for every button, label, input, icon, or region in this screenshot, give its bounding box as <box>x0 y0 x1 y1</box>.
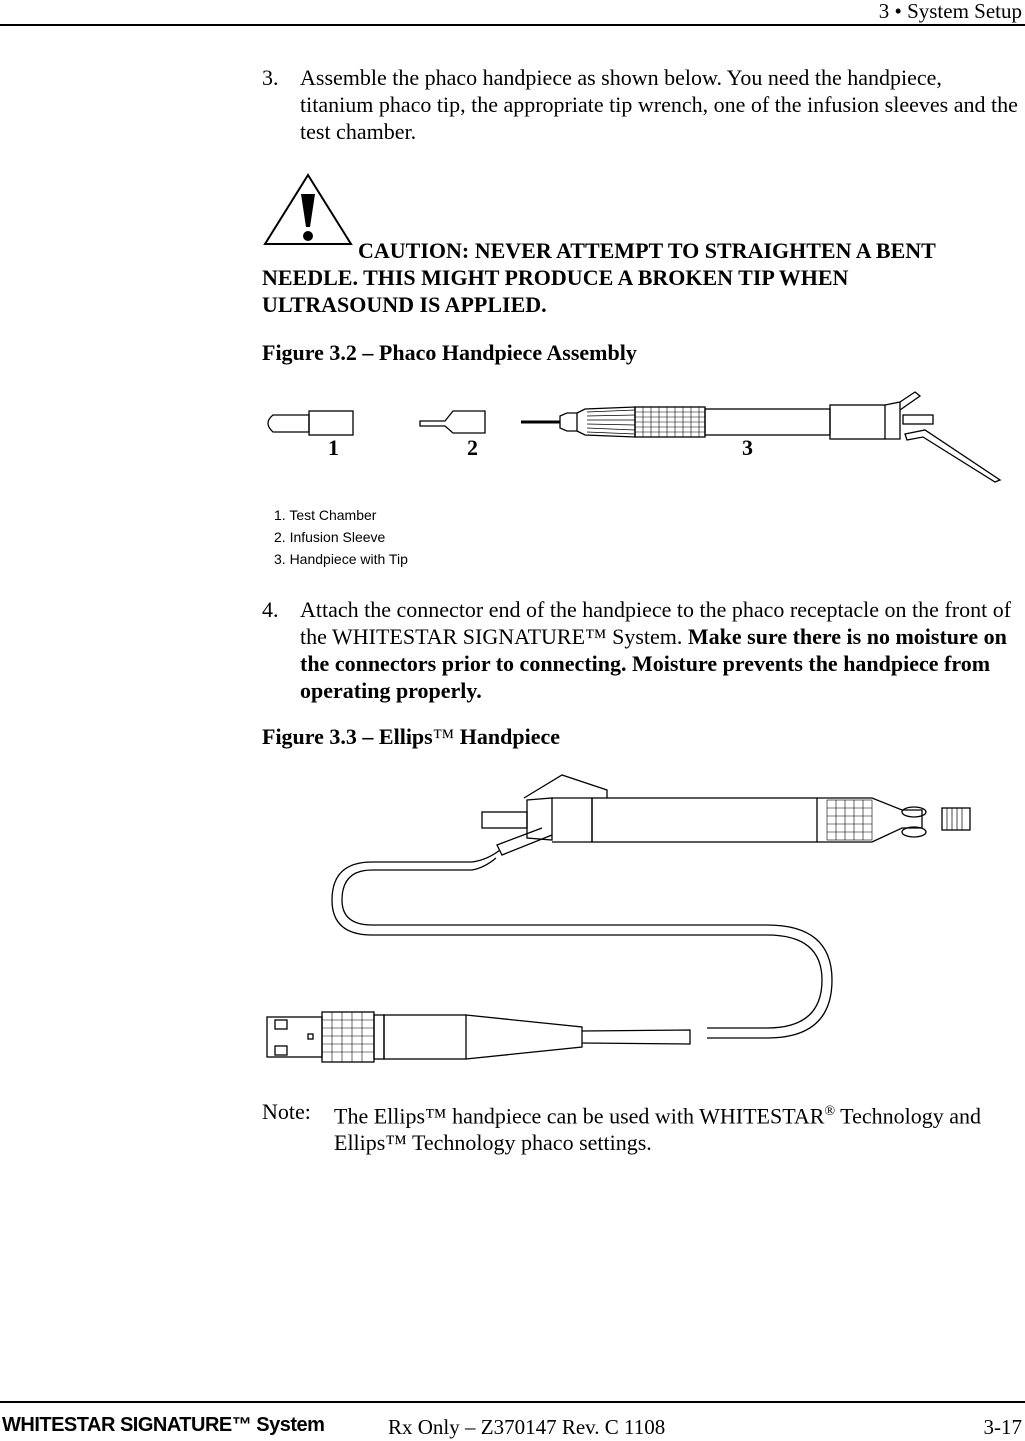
ellips-knurled-grip <box>827 800 872 840</box>
step-4-number: 4. <box>262 597 279 622</box>
step-4-text-plain: Attach the connector end of the handpiece to the phaco receptacle on the front of the WHITESTAR SIGNATURE™ System. <box>300 597 1012 649</box>
footer-document-id: Rx Only – Z370147 Rev. C 1108 <box>388 1415 666 1439</box>
note-text-part-2: Technology and Ellips™ Technology phaco settings. <box>334 1103 981 1156</box>
legend-test-chamber: 1. Test Chamber <box>274 507 377 523</box>
callout-3: 3 <box>742 435 753 460</box>
header-rule <box>0 24 1025 26</box>
knurled-grip-grid <box>635 407 705 437</box>
footer-rule <box>0 1401 1025 1403</box>
ellips-handpiece-illustration <box>262 770 977 1070</box>
legend-handpiece-with-tip: 3. Handpiece with Tip <box>274 551 408 567</box>
ellips-handpiece-body <box>482 775 970 855</box>
step-3-text: Assemble the phaco handpiece as shown below. You need the handpiece, titanium phaco tip, the appropriate tip wrench, one of the infusion sleeves and the test chamber. <box>300 65 1018 144</box>
ellips-connector-knurl <box>322 1012 374 1062</box>
ellips-connector <box>267 1012 690 1062</box>
footer-product: WHITESTAR SIGNATURE™ System <box>2 1414 325 1436</box>
figure-3-2-caption: Figure 3.2 – Phaco Handpiece Assembly <box>262 340 637 365</box>
warning-triangle-icon <box>262 172 354 246</box>
figure-3-3-caption-part-1: Figure 3.3 – Ellips <box>262 724 433 749</box>
running-header: 3 • System Setup <box>878 0 1022 23</box>
ellips-cable <box>332 850 832 1038</box>
figure-3-3-caption-part-2: Handpiece <box>454 724 561 749</box>
step-3-number: 3. <box>262 65 279 90</box>
legend-infusion-sleeve: 2. Infusion Sleeve <box>274 529 386 545</box>
test-chamber-drawing <box>268 411 353 435</box>
caution-text: CAUTION: NEVER ATTEMPT TO STRAIGHTEN A BENT NEEDLE. THIS MIGHT PRODUCE A BROKEN TIP WHEN ULTRASOUND IS APPLIED. <box>262 238 936 317</box>
note-text <box>334 1098 1019 1156</box>
note-text-part-1: The Ellips™ handpiece can be used with WHITESTAR <box>334 1103 825 1129</box>
callout-1: 1 <box>328 435 339 460</box>
callout-2: 2 <box>467 435 478 460</box>
step-4-text <box>300 596 1020 704</box>
figure-3-3-caption <box>262 723 560 750</box>
registered-mark: ® <box>824 1104 836 1119</box>
figure-3-3-caption-tm: ™ <box>432 724 455 749</box>
note-label: Note: <box>262 1099 311 1124</box>
infusion-sleeve-drawing <box>420 411 485 433</box>
step-4-text-bold: Make sure there is no moisture on the connectors prior to connecting. Moisture prevents the handpiece from operating properly. <box>300 624 1007 703</box>
footer-page-number: 3-17 <box>983 1415 1022 1439</box>
phaco-handpiece-assembly-illustration <box>255 380 1000 490</box>
handpiece-with-tip-drawing <box>521 392 1000 482</box>
